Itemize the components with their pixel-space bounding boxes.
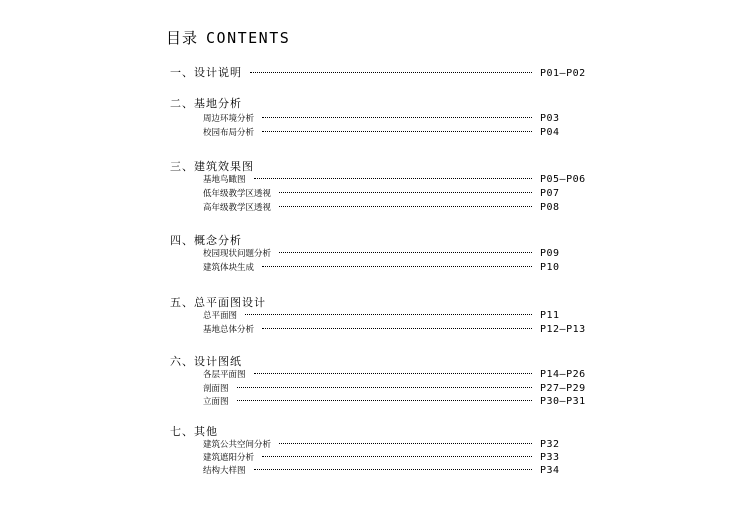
item-label: 建筑遮阳分析 [203,453,255,463]
item-label: 剖面图 [203,384,229,394]
leader-dots [262,117,532,118]
toc-item[interactable] [203,261,600,273]
toc-item[interactable] [203,247,600,259]
toc-section-4 [170,232,600,248]
leader-dots [250,72,532,73]
toc-section-2 [170,95,600,111]
item-page: P27—P29 [540,383,586,394]
item-page: P08 [540,202,560,213]
toc-section-1[interactable] [170,64,600,80]
item-label: 建筑公共空间分析 [203,440,272,450]
item-label: 建筑体块生成 [203,263,255,273]
item-label: 总平面图 [203,311,238,321]
leader-dots [237,400,532,401]
item-label: 立面图 [203,397,229,407]
item-label: 基地总体分析 [203,325,255,335]
item-label: 低年级教学区透视 [203,189,272,199]
leader-dots [245,314,532,315]
item-page: P12—P13 [540,324,586,335]
toc-item[interactable] [203,126,600,138]
item-label: 基地鸟瞰图 [203,175,246,185]
toc-item[interactable] [203,112,600,124]
item-page: P04 [540,127,560,138]
toc-section-5 [170,294,600,310]
item-page: P05—P06 [540,174,586,185]
item-page: P14—P26 [540,369,586,380]
leader-dots [254,178,532,179]
leader-dots [279,192,532,193]
section-page: P01—P02 [540,68,586,79]
toc-item[interactable] [203,368,600,380]
item-label: 高年级教学区透视 [203,203,272,213]
item-page: P09 [540,248,560,259]
section-label: 三、建筑效果图 [170,160,254,173]
item-page: P34 [540,465,560,476]
item-label: 周边环境分析 [203,114,255,124]
item-label: 结构大样图 [203,466,246,476]
leader-dots [254,373,532,374]
title-cn: 目录 [166,29,199,47]
toc-item[interactable] [203,201,600,213]
section-label: 五、总平面图设计 [170,296,266,309]
toc-section-6 [170,353,600,369]
page-title [166,27,290,48]
item-page: P33 [540,452,560,463]
item-label: 校园现状问题分析 [203,249,272,259]
toc-item[interactable] [203,309,600,321]
item-page: P30—P31 [540,396,586,407]
toc-item[interactable] [203,323,600,335]
item-page: P10 [540,262,560,273]
section-label: 一、设计说明 [170,66,242,79]
title-en: CONTENTS [206,29,291,47]
leader-dots [262,266,532,267]
section-label: 二、基地分析 [170,97,242,110]
leader-dots [237,387,532,388]
toc-item[interactable] [203,187,600,199]
toc-item[interactable] [203,395,600,407]
toc-item[interactable] [203,438,600,450]
item-page: P07 [540,188,560,199]
leader-dots [262,456,532,457]
leader-dots [262,131,532,132]
toc-item[interactable] [203,173,600,185]
item-page: P32 [540,439,560,450]
leader-dots [279,252,532,253]
item-label: 校园布局分析 [203,128,255,138]
item-label: 各层平面图 [203,370,246,380]
leader-dots [279,443,532,444]
leader-dots [254,469,532,470]
section-label: 四、概念分析 [170,234,242,247]
section-label: 七、其他 [170,425,218,438]
toc-item[interactable] [203,382,600,394]
toc-item[interactable] [203,464,600,476]
toc-section-3 [170,158,600,174]
item-page: P11 [540,310,560,321]
item-page: P03 [540,113,560,124]
leader-dots [262,328,532,329]
section-label: 六、设计图纸 [170,355,242,368]
toc-section-7 [170,423,600,439]
leader-dots [279,206,532,207]
toc-item[interactable] [203,451,600,463]
